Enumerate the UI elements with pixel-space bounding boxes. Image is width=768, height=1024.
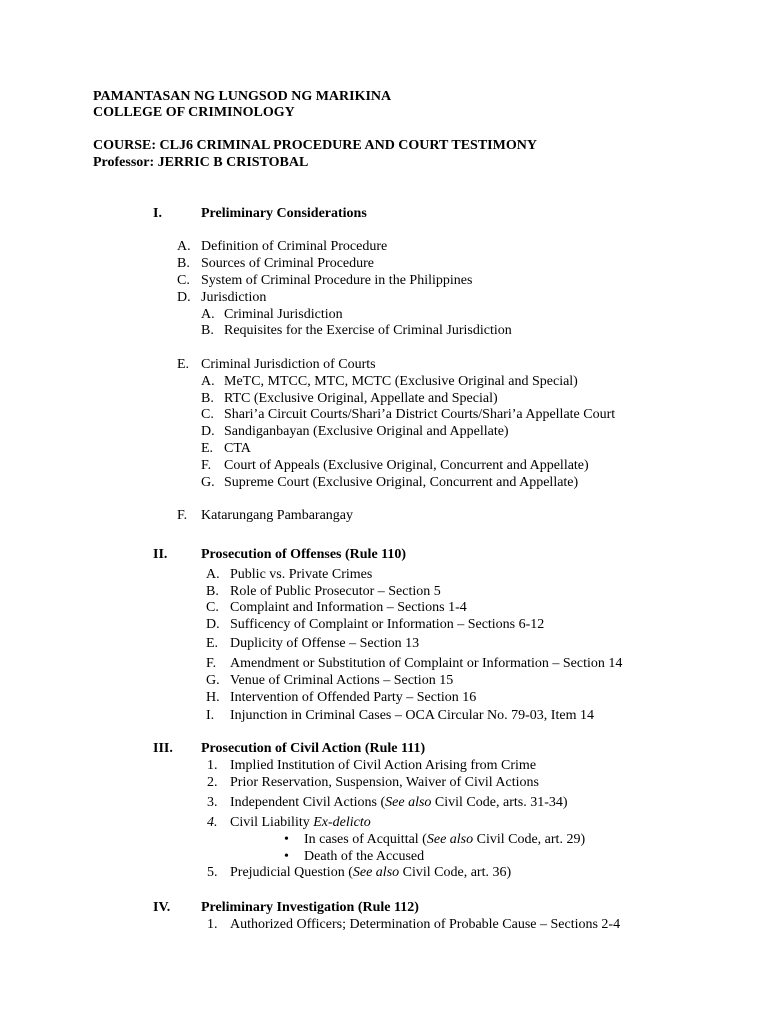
- list-item: Public vs. Private Crimes: [230, 567, 373, 582]
- list-item: Duplicity of Offense – Section 13: [230, 636, 420, 651]
- list-item: Complaint and Information – Sections 1-4: [230, 600, 467, 615]
- list-item: Intervention of Offended Party – Section 16: [230, 690, 477, 705]
- list-item: Katarungang Pambarangay: [201, 508, 353, 523]
- see-also-text: See also: [352, 865, 400, 880]
- section-3-title: Prosecution of Civil Action (Rule 111): [201, 741, 426, 756]
- item-text: Civil Code, art. 29): [473, 832, 586, 847]
- sub-item-marker: C.: [201, 407, 214, 422]
- section-4-title: Preliminary Investigation (Rule 112): [201, 900, 419, 915]
- sub-list-item: Sandiganbayan (Exclusive Original and Appellate): [224, 424, 509, 439]
- item-marker: D.: [177, 290, 191, 305]
- item-marker: H.: [206, 690, 220, 705]
- item-text: Independent Civil Actions (: [230, 795, 386, 810]
- list-item: Prior Reservation, Suspension, Waiver of Civil Actions: [230, 775, 539, 790]
- item-marker: C.: [177, 273, 190, 288]
- item-text: Civil Liability: [230, 815, 314, 830]
- sub-list-item: RTC (Exclusive Original, Appellate and Special): [224, 391, 498, 406]
- item-text: Civil Code, art. 36): [399, 865, 512, 880]
- sub-list-item: MeTC, MTCC, MTC, MCTC (Exclusive Original and Special): [224, 374, 578, 389]
- section-1-title: Preliminary Considerations: [201, 206, 367, 221]
- item-text: Civil Code, arts. 31-34): [431, 795, 568, 810]
- item-marker: C.: [206, 600, 219, 615]
- item-marker: F.: [206, 656, 217, 671]
- sub-list-item: Supreme Court (Exclusive Original, Concurrent and Appellate): [224, 475, 579, 490]
- item-marker: G.: [206, 673, 220, 688]
- sub-list-item: Requisites for the Exercise of Criminal Jurisdiction: [224, 323, 512, 338]
- item-marker: I.: [206, 708, 215, 723]
- list-item: Implied Institution of Civil Action Arising from Crime: [230, 758, 537, 773]
- section-3-number: III.: [153, 741, 173, 756]
- list-item: Role of Public Prosecutor – Section 5: [230, 584, 441, 599]
- bullet-item: Death of the Accused: [304, 849, 425, 864]
- section-2-number: II.: [153, 547, 168, 562]
- sub-item-marker: A.: [201, 307, 215, 322]
- university-name: PAMANTASAN NG LUNGSOD NG MARIKINA: [93, 89, 392, 104]
- sub-list-item: Criminal Jurisdiction: [224, 307, 343, 322]
- item-marker: 2.: [207, 775, 218, 790]
- sub-item-marker: A.: [201, 374, 215, 389]
- item-text: Prejudicial Question (: [230, 865, 353, 880]
- ex-delicto-text: Ex-delicto: [313, 815, 371, 830]
- sub-list-item: Court of Appeals (Exclusive Original, Concurrent and Appellate): [224, 458, 589, 473]
- sub-item-marker: F.: [201, 458, 212, 473]
- item-marker: 5.: [207, 865, 218, 880]
- list-item: Venue of Criminal Actions – Section 15: [230, 673, 454, 688]
- sub-list-item: CTA: [224, 441, 251, 456]
- section-1-number: I.: [153, 206, 162, 221]
- bullet-icon: •: [284, 832, 289, 847]
- sub-item-marker: G.: [201, 475, 215, 490]
- item-marker: 4.: [207, 815, 218, 830]
- sub-item-marker: E.: [201, 441, 214, 456]
- item-marker: E.: [177, 357, 190, 372]
- list-item: Authorized Officers; Determination of Probable Cause – Sections 2-4: [230, 917, 621, 932]
- item-marker: F.: [177, 508, 188, 523]
- item-marker: 1.: [207, 917, 218, 932]
- list-item: Definition of Criminal Procedure: [201, 239, 388, 254]
- college-name: COLLEGE OF CRIMINOLOGY: [93, 105, 295, 120]
- list-item: Sources of Criminal Procedure: [201, 256, 375, 271]
- list-item: Amendment or Substitution of Complaint or Information – Section 14: [230, 656, 623, 671]
- bullet-item: [304, 831, 585, 848]
- section-2-title: Prosecution of Offenses (Rule 110): [201, 547, 407, 562]
- item-marker: E.: [206, 636, 219, 651]
- course-title: COURSE: CLJ6 CRIMINAL PROCEDURE AND COURT TESTIMONY: [93, 138, 537, 153]
- list-item: Injunction in Criminal Cases – OCA Circular No. 79-03, Item 14: [230, 708, 594, 723]
- sub-item-marker: D.: [201, 424, 215, 439]
- list-item: System of Criminal Procedure in the Philippines: [201, 273, 473, 288]
- item-marker: 1.: [207, 758, 218, 773]
- section-4-number: IV.: [153, 900, 171, 915]
- item-marker: D.: [206, 617, 220, 632]
- professor-name: Professor: JERRIC B CRISTOBAL: [93, 155, 309, 170]
- item-marker: A.: [206, 567, 220, 582]
- item-text: In cases of Acquittal (: [304, 832, 427, 847]
- item-marker: B.: [206, 584, 219, 599]
- sub-item-marker: B.: [201, 323, 214, 338]
- list-item: Criminal Jurisdiction of Courts: [201, 357, 376, 372]
- list-item: [230, 864, 511, 881]
- bullet-icon: •: [284, 849, 289, 864]
- list-item: Sufficency of Complaint or Information – Sections 6-12: [230, 617, 545, 632]
- item-marker: A.: [177, 239, 191, 254]
- item-marker: 3.: [207, 795, 218, 810]
- see-also-text: See also: [385, 795, 432, 810]
- item-marker: B.: [177, 256, 190, 271]
- see-also-text: See also: [426, 832, 474, 847]
- sub-list-item: Shari’a Circuit Courts/Shari’a District Courts/Shari’a Appellate Court: [224, 407, 616, 422]
- list-item: Jurisdiction: [201, 290, 267, 305]
- sub-item-marker: B.: [201, 391, 214, 406]
- list-item: [230, 814, 371, 831]
- list-item: [230, 794, 568, 811]
